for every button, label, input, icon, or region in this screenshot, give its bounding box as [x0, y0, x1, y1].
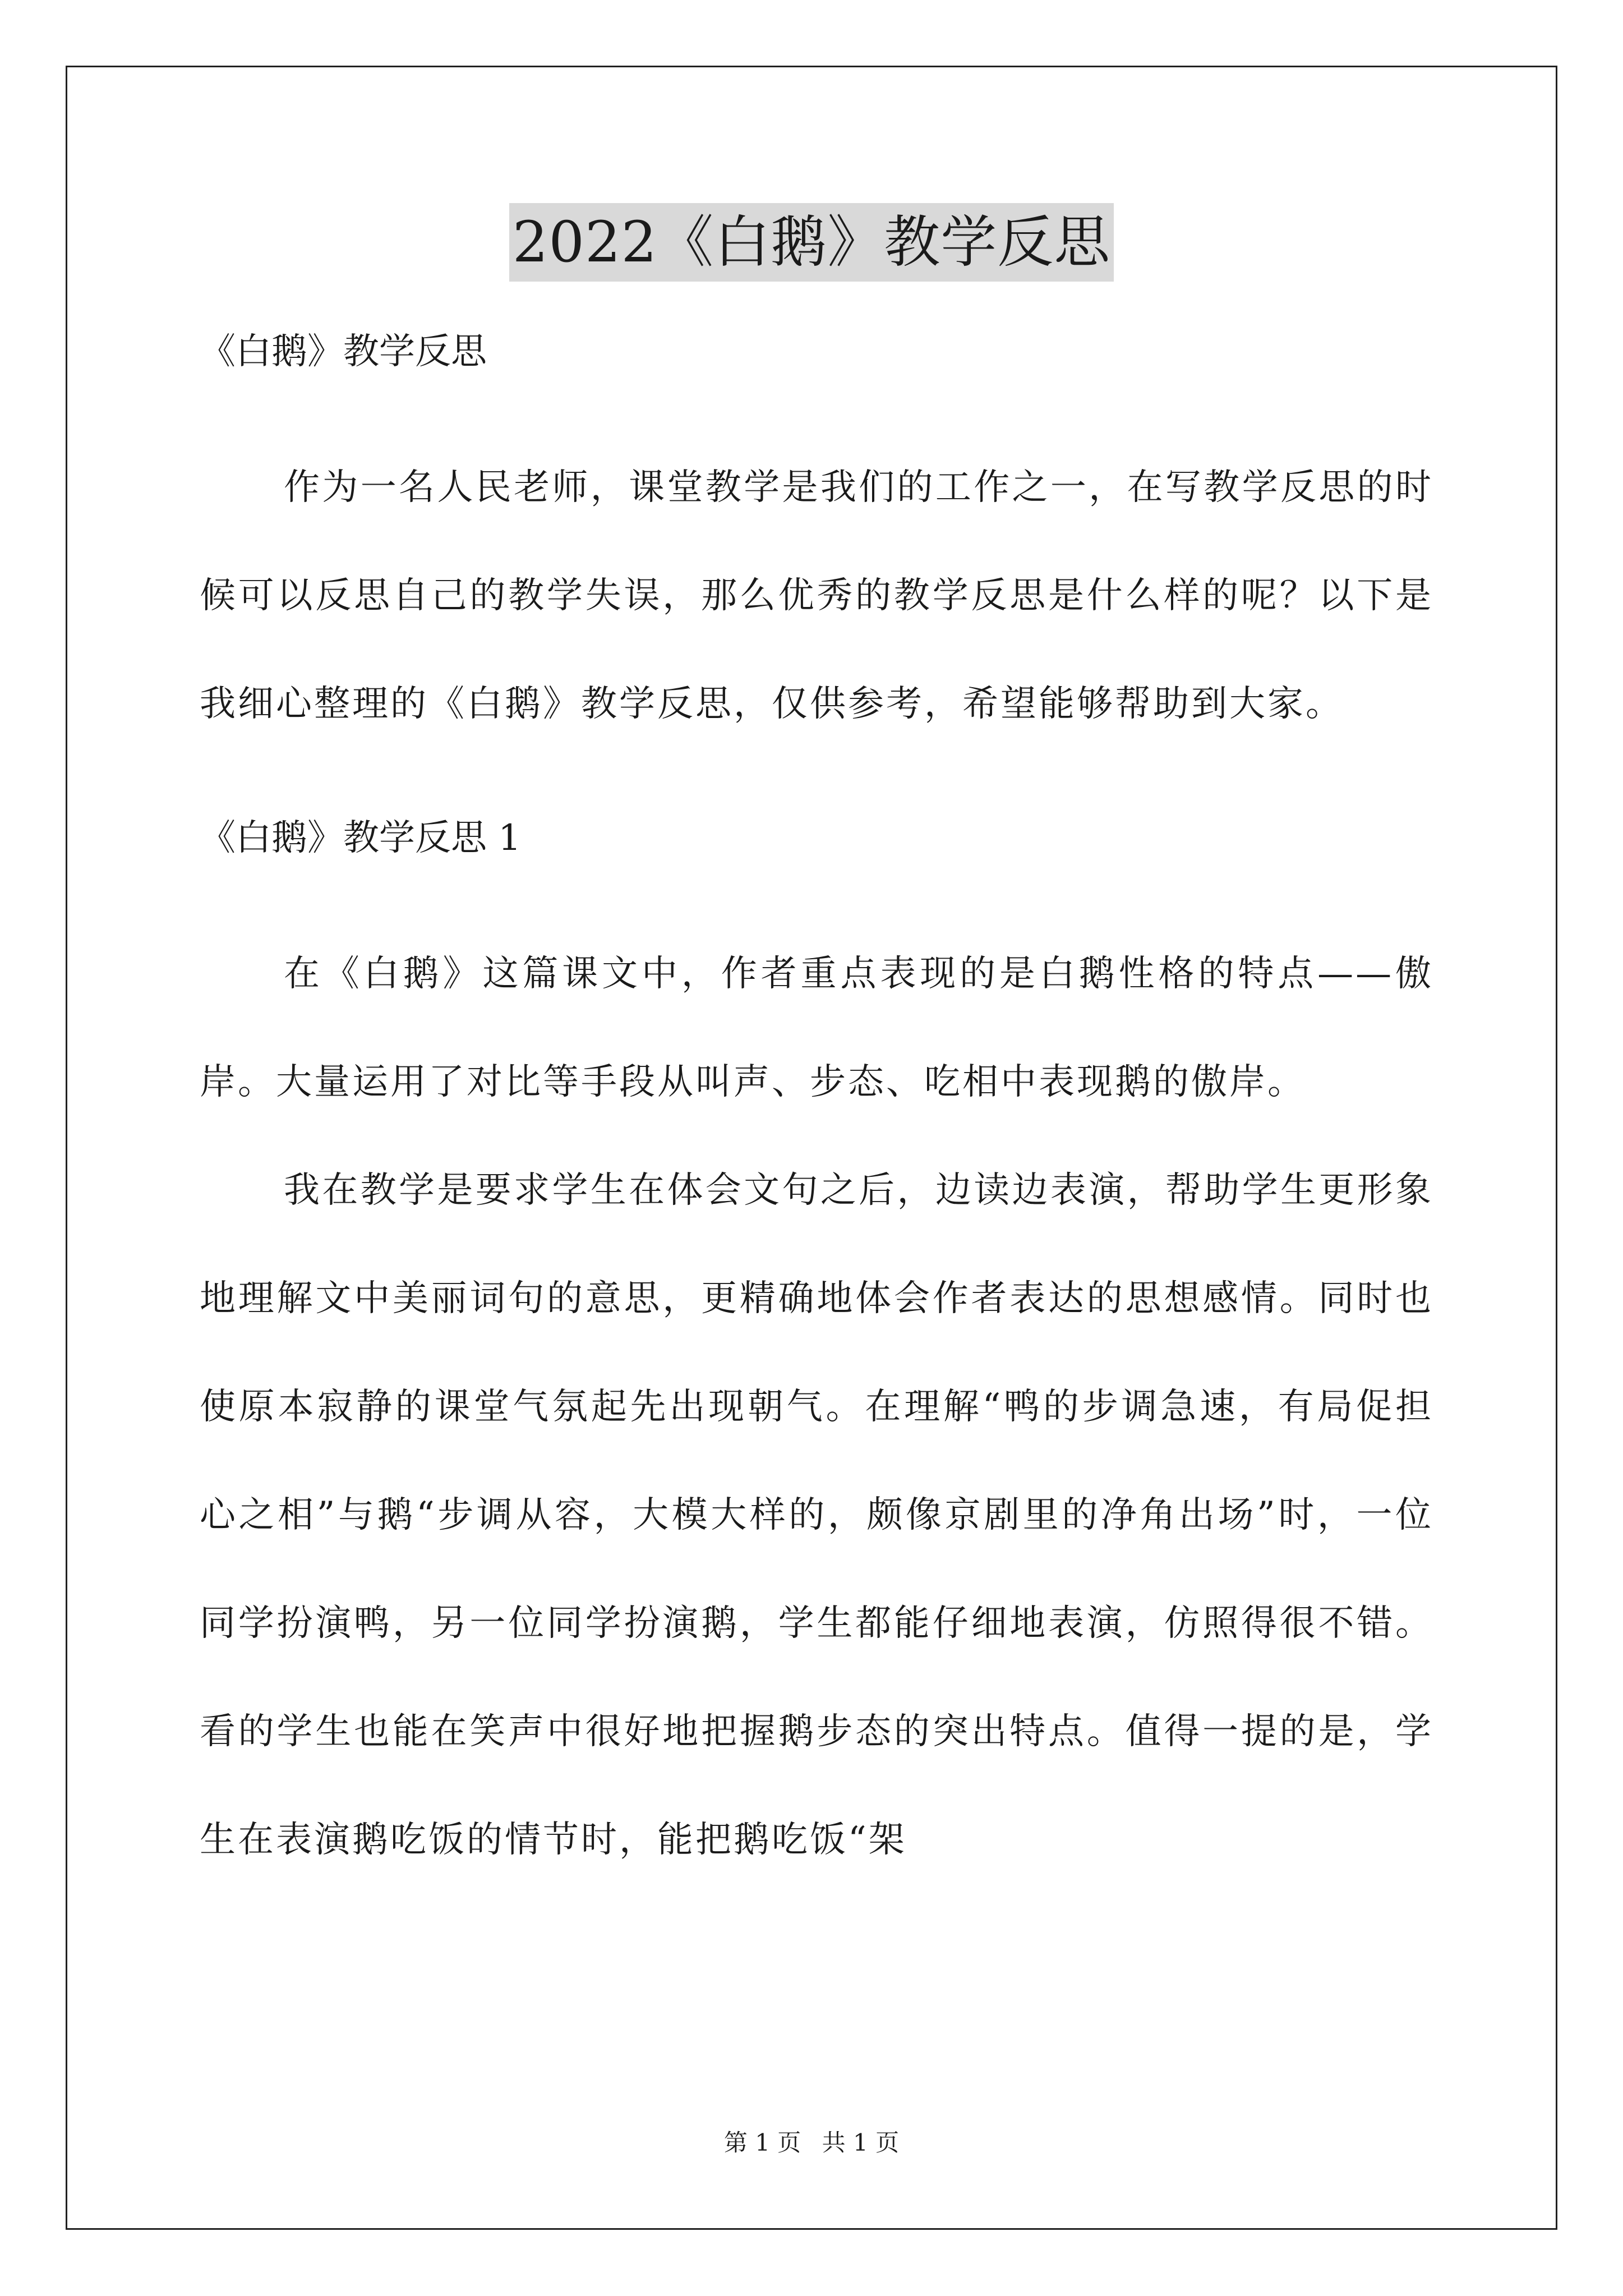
- section1-heading: 《白鹅》教学反思 1: [200, 817, 522, 859]
- intro-paragraph: 作为一名人民老师，课堂教学是我们的工作之一，在写教学反思的时候可以反思自己的教学失误，那么优秀的教学反思是什么样的呢？以下是我细心整理的《白鹅》教学反思，仅供参考，希望能够帮助到大家。: [200, 467, 1433, 725]
- page-total: 共 1 页: [822, 2129, 900, 2156]
- section1-paragraph-1: 在《白鹅》这篇课文中，作者重点表现的是白鹅性格的特点——傲岸。大量运用了对比等手段从叫声、步态、吃相中表现鹅的傲岸。: [200, 953, 1433, 1103]
- intro-heading: 《白鹅》教学反思: [200, 331, 487, 372]
- title-container: [0, 203, 1623, 282]
- section1-paragraph-2: 我在教学是要求学生在体会文句之后，边读边表演，帮助学生更形象地理解文中美丽词句的意思，更精确地体会作者表达的思想感情。同时也使原本寂静的课堂气氛起先出现朝气。在理解“鸭的步调急速，有局促担心之相”与鹅“步调从容，大模大样的，颇像京剧里的净角出场”时，一位同学扮演鸭，另一位同学扮演鹅，学生都能仔细地表演，仿照得很不错。看的学生也能在笑声中很好地把握鹅步态的突出特点。值得一提的是，学生在表演鹅吃饭的情节时，能把鹅吃饭“架: [200, 1170, 1433, 1861]
- page-number: 第 1 页: [723, 2129, 801, 2156]
- page-footer: [0, 2126, 1623, 2160]
- document-title: 2022《白鹅》教学反思: [509, 203, 1114, 282]
- document-body: [200, 325, 1433, 1894]
